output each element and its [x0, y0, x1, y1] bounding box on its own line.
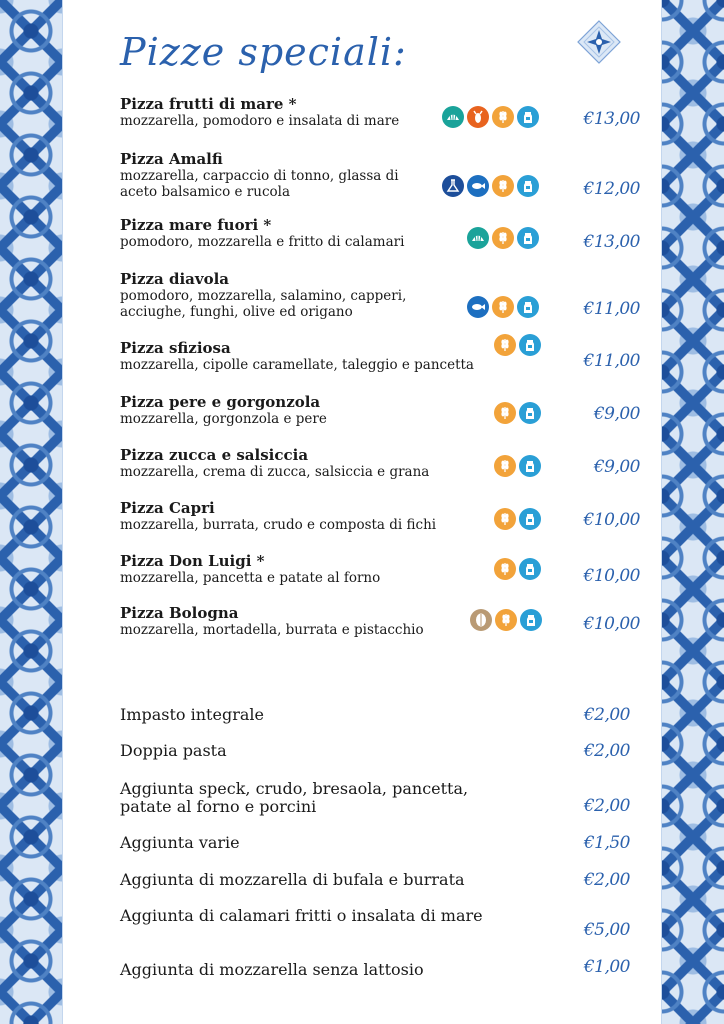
- item-price: €13,00: [583, 232, 640, 252]
- extra-label: Aggiunta di mozzarella senza lattosio: [120, 960, 424, 979]
- item-description: mozzarella, gorgonzola e pere: [120, 411, 327, 427]
- extra-item: [120, 871, 630, 889]
- menu-item: [120, 447, 640, 480]
- menu-item: [120, 271, 640, 320]
- menu-item: [120, 151, 640, 200]
- extra-price: €2,00: [583, 741, 630, 761]
- item-price: €9,00: [593, 404, 640, 424]
- item-name: Pizza Bologna: [120, 604, 239, 622]
- extra-label: Aggiunta di mozzarella di bufala e burrata: [120, 870, 465, 889]
- extra-label: Impasto integrale: [120, 705, 264, 724]
- milk-icon: [517, 175, 539, 197]
- extra-item: [120, 780, 630, 816]
- gluten-icon: [492, 106, 514, 128]
- milk-icon: [519, 402, 541, 424]
- milk-icon: [519, 558, 541, 580]
- gluten-icon: [494, 508, 516, 530]
- item-price: €11,00: [583, 351, 640, 371]
- extra-price: €2,00: [583, 705, 630, 725]
- tile-border-right: [661, 0, 724, 1024]
- extra-item: [120, 706, 630, 724]
- item-description: mozzarella, carpaccio di tonno, glassa di aceto balsamico e rucola: [120, 168, 399, 200]
- extra-label: Doppia pasta: [120, 741, 227, 760]
- fish-icon: [467, 296, 489, 318]
- extra-item: [120, 742, 630, 760]
- item-name: Pizza zucca e salsiccia: [120, 446, 309, 464]
- item-description: mozzarella, crema di zucca, salsiccia e grana: [120, 464, 430, 480]
- sulphite-icon: [442, 175, 464, 197]
- milk-icon: [517, 106, 539, 128]
- item-name: Pizza sfiziosa: [120, 339, 231, 357]
- extra-label: Aggiunta varie: [120, 833, 240, 852]
- menu-item: [120, 605, 640, 638]
- item-name: Pizza Don Luigi *: [120, 552, 265, 570]
- fish-icon: [467, 175, 489, 197]
- gluten-icon: [492, 175, 514, 197]
- menu-item: [120, 340, 640, 373]
- menu-item: [120, 96, 640, 129]
- item-price: €9,00: [593, 457, 640, 477]
- nut-icon: [470, 609, 492, 631]
- gluten-icon: [494, 402, 516, 424]
- item-description: pomodoro, mozzarella e fritto di calamari: [120, 234, 405, 250]
- item-price: €13,00: [583, 109, 640, 129]
- menu-item: [120, 500, 640, 533]
- extra-price: €1,50: [583, 833, 630, 853]
- item-description: mozzarella, burrata, crudo e composta di fichi: [120, 517, 437, 533]
- item-description: mozzarella, pomodoro e insalata di mare: [120, 113, 400, 129]
- item-description: mozzarella, mortadella, burrata e pistacchio: [120, 622, 424, 638]
- milk-icon: [517, 296, 539, 318]
- extra-item: [120, 834, 630, 852]
- page-title: Pizze speciali:: [120, 30, 407, 74]
- item-name: Pizza frutti di mare *: [120, 95, 297, 113]
- gluten-icon: [494, 455, 516, 477]
- extra-price: €5,00: [583, 920, 630, 940]
- item-price: €12,00: [583, 179, 640, 199]
- item-name: Pizza Capri: [120, 499, 215, 517]
- menu-item: [120, 553, 640, 586]
- extra-label: Aggiunta speck, crudo, bresaola, pancetta, patate al forno e porcini: [120, 779, 469, 816]
- gluten-icon: [495, 609, 517, 631]
- item-name: Pizza Amalfi: [120, 150, 223, 168]
- crustacean-icon: [467, 106, 489, 128]
- item-price: €11,00: [583, 299, 640, 319]
- extra-item: [120, 957, 630, 979]
- milk-icon: [519, 455, 541, 477]
- extra-price: €1,00: [583, 957, 630, 977]
- shellfish-icon: [467, 227, 489, 249]
- item-description: mozzarella, pancetta e patate al forno: [120, 570, 381, 586]
- item-name: Pizza mare fuori *: [120, 216, 272, 234]
- extra-price: €2,00: [583, 796, 630, 816]
- tile-border-left: [0, 0, 63, 1024]
- item-price: €10,00: [583, 614, 640, 634]
- gluten-icon: [494, 558, 516, 580]
- item-description: pomodoro, mozzarella, salamino, capperi, acciughe, funghi, olive ed origano: [120, 288, 407, 320]
- menu-item: [120, 217, 640, 250]
- milk-icon: [519, 508, 541, 530]
- milk-icon: [517, 227, 539, 249]
- extra-label: Aggiunta di calamari fritti o insalata di mare: [120, 906, 483, 925]
- tile-ornament-icon: [577, 20, 621, 64]
- shellfish-icon: [442, 106, 464, 128]
- gluten-icon: [494, 334, 516, 356]
- item-price: €10,00: [583, 510, 640, 530]
- extra-item: [120, 906, 630, 940]
- milk-icon: [519, 334, 541, 356]
- item-name: Pizza diavola: [120, 270, 229, 288]
- menu-item: [120, 394, 640, 427]
- item-name: Pizza pere e gorgonzola: [120, 393, 321, 411]
- milk-icon: [520, 609, 542, 631]
- gluten-icon: [492, 296, 514, 318]
- item-price: €10,00: [583, 566, 640, 586]
- extra-price: €2,00: [583, 870, 630, 890]
- gluten-icon: [492, 227, 514, 249]
- item-description: mozzarella, cipolle caramellate, taleggio e pancetta: [120, 357, 474, 373]
